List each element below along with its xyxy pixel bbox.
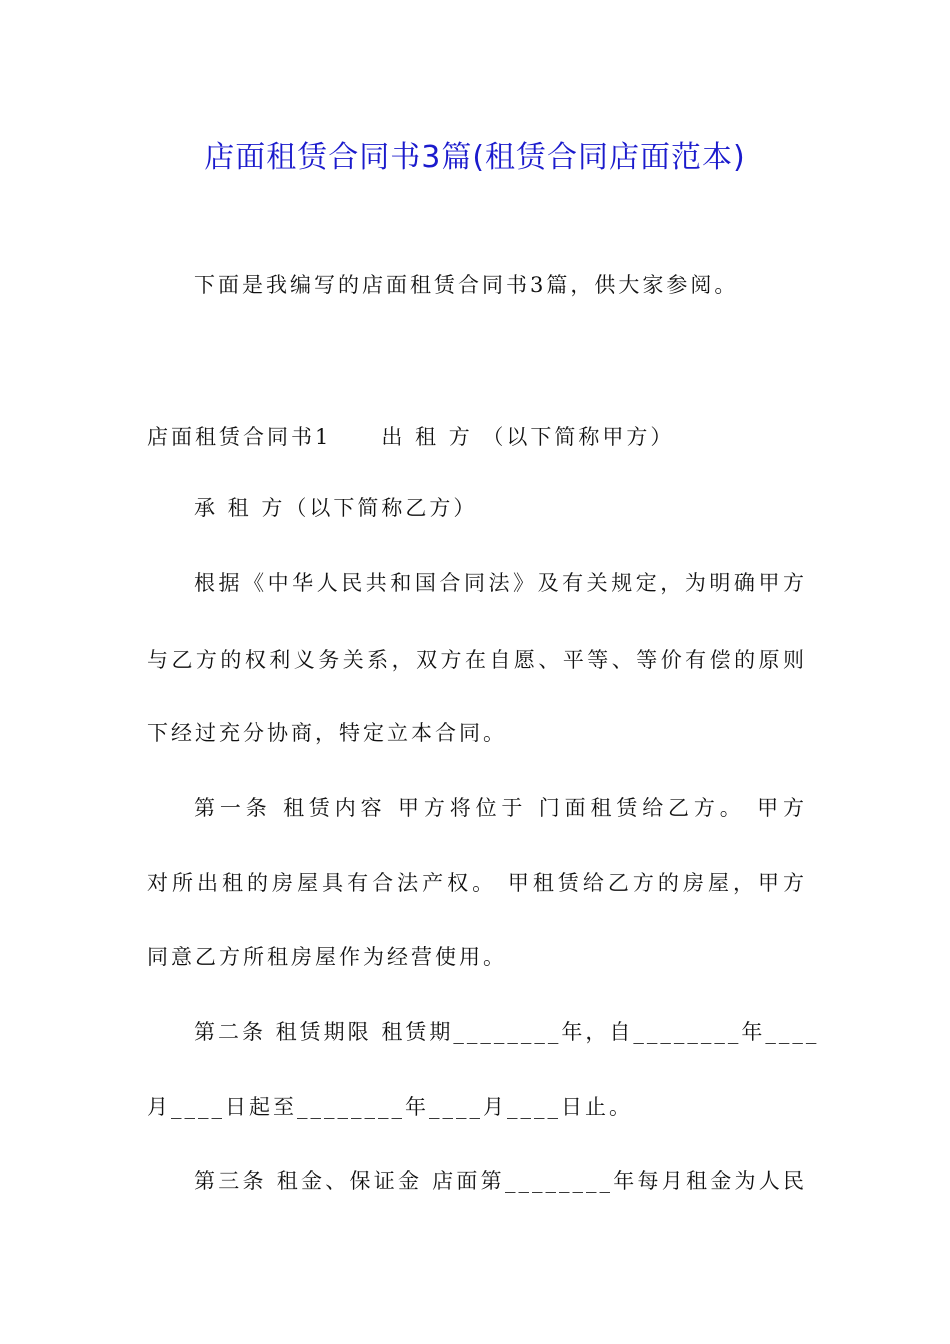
- paragraph-line: 与乙方的权利义务关系，双方在自愿、平等、等价有偿的原则: [147, 648, 807, 672]
- article-line: 第二条 租赁期限 租赁期________年，自________年____: [194, 1020, 820, 1044]
- lessee-label: 承 租 方（以下简称乙方）: [194, 496, 478, 520]
- article-line: 第三条 租金、保证金 店面第________年每月租金为人民: [194, 1169, 807, 1193]
- article-line: 第一条 租赁内容 甲方将位于 门面租赁给乙方。 甲方: [194, 796, 807, 820]
- article-line: 同意乙方所租房屋作为经营使用。: [147, 945, 507, 969]
- article-line: 对所出租的房屋具有合法产权。 甲租赁给乙方的房屋，甲方: [147, 871, 807, 895]
- paragraph-line: 根据《中华人民共和国合同法》及有关规定，为明确甲方: [194, 571, 807, 595]
- paragraph-line: 下经过充分协商，特定立本合同。: [147, 721, 507, 745]
- document-title: 店面租赁合同书3篇(租赁合同店面范本): [204, 140, 746, 175]
- article-line: 月____日起至________年____月____日止。: [147, 1095, 633, 1119]
- lessor-label: 出 租 方 （以下简称甲方）: [381, 425, 675, 449]
- intro-paragraph: 下面是我编写的店面租赁合同书3篇，供大家参阅。: [194, 273, 739, 297]
- contract-heading-title: 店面租赁合同书1: [147, 425, 332, 449]
- contract-heading: [147, 422, 674, 452]
